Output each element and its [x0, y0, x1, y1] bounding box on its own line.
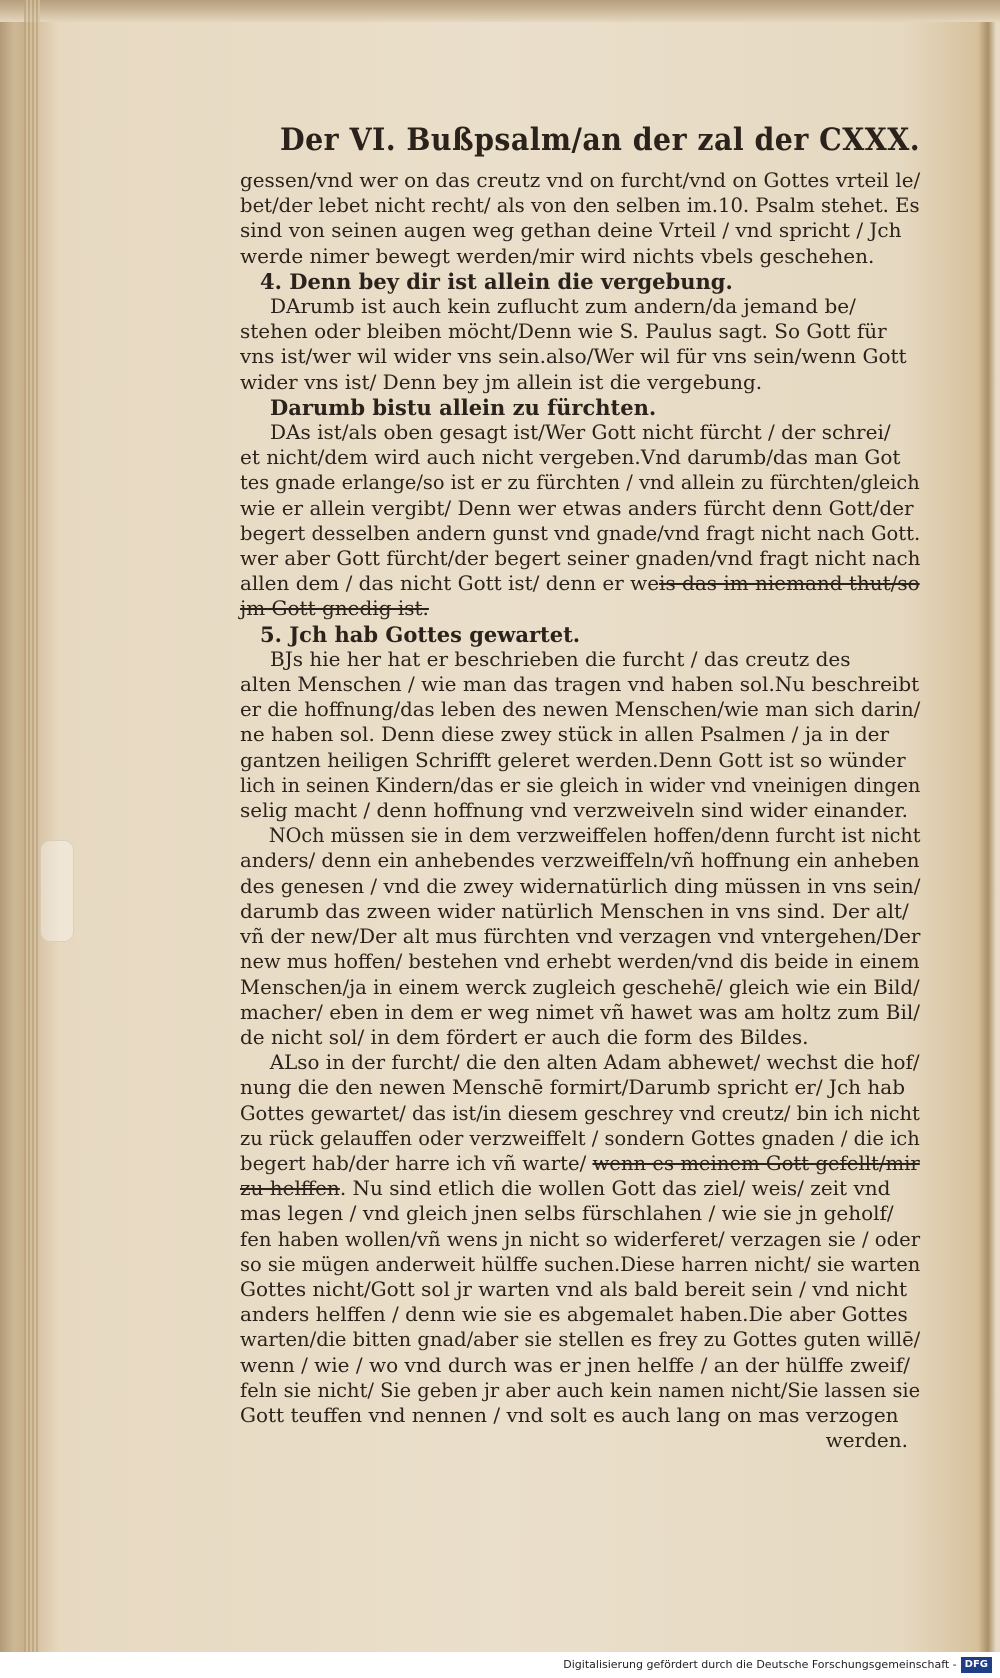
page-top-shadow — [0, 0, 1000, 22]
text-line: zu rück gelauffen oder verzweiffelt / sondern Gottes gnaden / die ich — [240, 1125, 920, 1150]
text-line: Gott teuffen vnd nennen / vnd solt es auch lang on mas verzogen — [240, 1402, 899, 1427]
page-content — [240, 118, 920, 1453]
text-line: et nicht/dem wird auch nicht vergeben.Vnd darumb/das man Got — [240, 445, 901, 470]
text-line: lich in seinen Kindern/das er sie gleich in wider vnd vneinigen dingen — [240, 772, 921, 797]
text-line: er die hoffnung/das leben des newen Menschen/wie man sich darin/ — [240, 697, 921, 722]
text-line: wie er allein vergibt/ Denn wer etwas anders fürcht denn Gott/der — [240, 495, 914, 520]
text-line: Gottes nicht/Gott sol jr warten vnd als bald bereit sein / vnd nicht — [240, 1276, 907, 1301]
text-line: werden. — [825, 1428, 908, 1453]
verse-heading: Darumb bistu allein zu fürchten. — [270, 394, 657, 420]
text-line: darumb das zween wider natürlich Menschen in vns sind. Der alt/ — [240, 898, 909, 923]
text-line: macher/ eben in dem er weg nimet vñ hawet was am holtz zum Bil/ — [240, 999, 920, 1024]
text-line: wer aber Gott fürcht/der begert seiner gnaden/vnd fragt nicht nach — [240, 546, 921, 571]
text-line: begert hab/der harre ich vñ warte/ wenn es meinem Gott gefellt/mir — [240, 1150, 920, 1175]
text-line: warten/die bitten gnad/aber sie stellen es frey zu Gottes guten willē/ — [240, 1327, 921, 1352]
text-line: anders/ denn ein anhebendes verzweiffeln/vñ hoffnung ein anheben — [240, 848, 920, 873]
dfg-logo: DFG — [961, 1657, 992, 1673]
text-body — [240, 168, 920, 1453]
text-line: stehen oder bleiben möcht/Denn wie S. Paulus sagt. So Gott für — [240, 319, 887, 344]
verse-heading: 4. Denn bey dir ist allein die vergebung. — [260, 268, 733, 294]
text-line: begert desselben andern gunst vnd gnade/vnd fragt nicht nach Gott. — [240, 520, 921, 545]
text-line: vñ der new/Der alt mus fürchten vnd verzagen vnd vntergehen/Der — [240, 924, 921, 949]
text-line: DArumb ist auch kein zuflucht zum andern/da jemand be/ — [270, 294, 856, 319]
text-line: so sie mügen anderweit hülffe suchen.Diese harren nicht/ sie warten — [240, 1251, 921, 1276]
text-line: bet/der lebet nicht recht/ als von den selben im.10. Psalm stehet. Es — [240, 193, 920, 218]
text-line: tes gnade erlange/so ist er zu fürchten / vnd allein zu fürchten/gleich — [240, 470, 920, 495]
text-line: vns ist/wer wil wider vns sein.also/Wer wil für vns sein/wenn Gott — [240, 344, 907, 369]
text-line: gessen/vnd wer on das creutz vnd on furcht/vnd on Gottes vrteil le/ — [240, 168, 921, 192]
page-clip-reflection — [40, 840, 74, 942]
text-line: feln sie nicht/ Sie geben jr aber auch kein namen nicht/Sie lassen sie — [240, 1377, 921, 1402]
text-line: new mus hoffen/ bestehen vnd erhebt werden/vnd dis beide in einem — [240, 949, 920, 974]
footer-credit: Digitalisierung gefördert durch die Deutsche Forschungsgemeinschaft - — [563, 1658, 957, 1671]
page-edge-left — [24, 0, 40, 1652]
text-line: DAs ist/als oben gesagt ist/Wer Gott nicht fürcht / der schrei/ — [270, 420, 891, 445]
text-line: jm Gott gnedig ist. — [240, 596, 429, 621]
text-line: nung die den newen Menschē formirt/Darumb spricht er/ Jch hab — [240, 1075, 905, 1100]
text-line: BJs hie her hat er beschrieben die furcht / das creutz des — [270, 646, 851, 671]
text-line: wenn / wie / wo vnd durch was er jnen helffe / an der hülffe zweif/ — [240, 1352, 911, 1377]
text-line: selig macht / denn hoffnung vnd verzweiveln sind wider einander. — [240, 798, 908, 823]
text-line: mas legen / vnd gleich jnen selbs fürschlahen / wie sie jn geholf/ — [240, 1201, 894, 1226]
text-line: sind von seinen augen weg gethan deine Vrteil / vnd spricht / Jch — [240, 218, 902, 243]
text-line: alten Menschen / wie man das tragen vnd haben sol.Nu beschreibt — [240, 672, 920, 697]
text-line: ne haben sol. Denn diese zwey stück in allen Psalmen / ja in der — [240, 722, 890, 747]
digitization-footer — [0, 1652, 1000, 1678]
text-line: NOch müssen sie in dem verzweiffelen hoffen/denn furcht ist nicht — [268, 823, 921, 848]
text-line: anders helffen / denn wie sie es abgemalet haben.Die aber Gottes — [240, 1302, 908, 1327]
text-line: allen dem / das nicht Gott ist/ denn er weis das im niemand thut/so — [240, 571, 920, 596]
text-line: gantzen heiligen Schrifft geleret werden.Denn Gott ist so wünder — [240, 747, 906, 772]
page-header: Der VI. Bußpsalm/an der zal der CXXX. — [280, 122, 921, 158]
text-line: ALso in der furcht/ die den alten Adam abhewet/ wechst die hof/ — [269, 1050, 920, 1075]
text-line: Gottes gewartet/ das ist/in diesem geschrey vnd creutz/ bin ich nicht — [240, 1100, 920, 1125]
text-line: Menschen/ja in einem werck zugleich geschehē/ gleich wie ein Bild/ — [240, 974, 920, 999]
text-line: fen haben wollen/vñ wens jn nicht so widerferet/ verzagen sie / oder — [240, 1226, 921, 1251]
text-line: des genesen / vnd die zwey widernatürlich ding müssen in vns sein/ — [240, 873, 921, 898]
text-line: de nicht sol/ in dem fördert er auch die form des Bildes. — [240, 1024, 809, 1049]
text-line: werde nimer bewegt werden/mir wird nichts vbels geschehen. — [240, 243, 875, 268]
text-line: zu helffen. Nu sind etlich die wollen Gott das ziel/ weis/ zeit vnd — [240, 1176, 891, 1201]
text-line: wider vns ist/ Denn bey jm allein ist die vergebung. — [240, 369, 763, 394]
verse-heading: 5. Jch hab Gottes gewartet. — [260, 621, 581, 647]
